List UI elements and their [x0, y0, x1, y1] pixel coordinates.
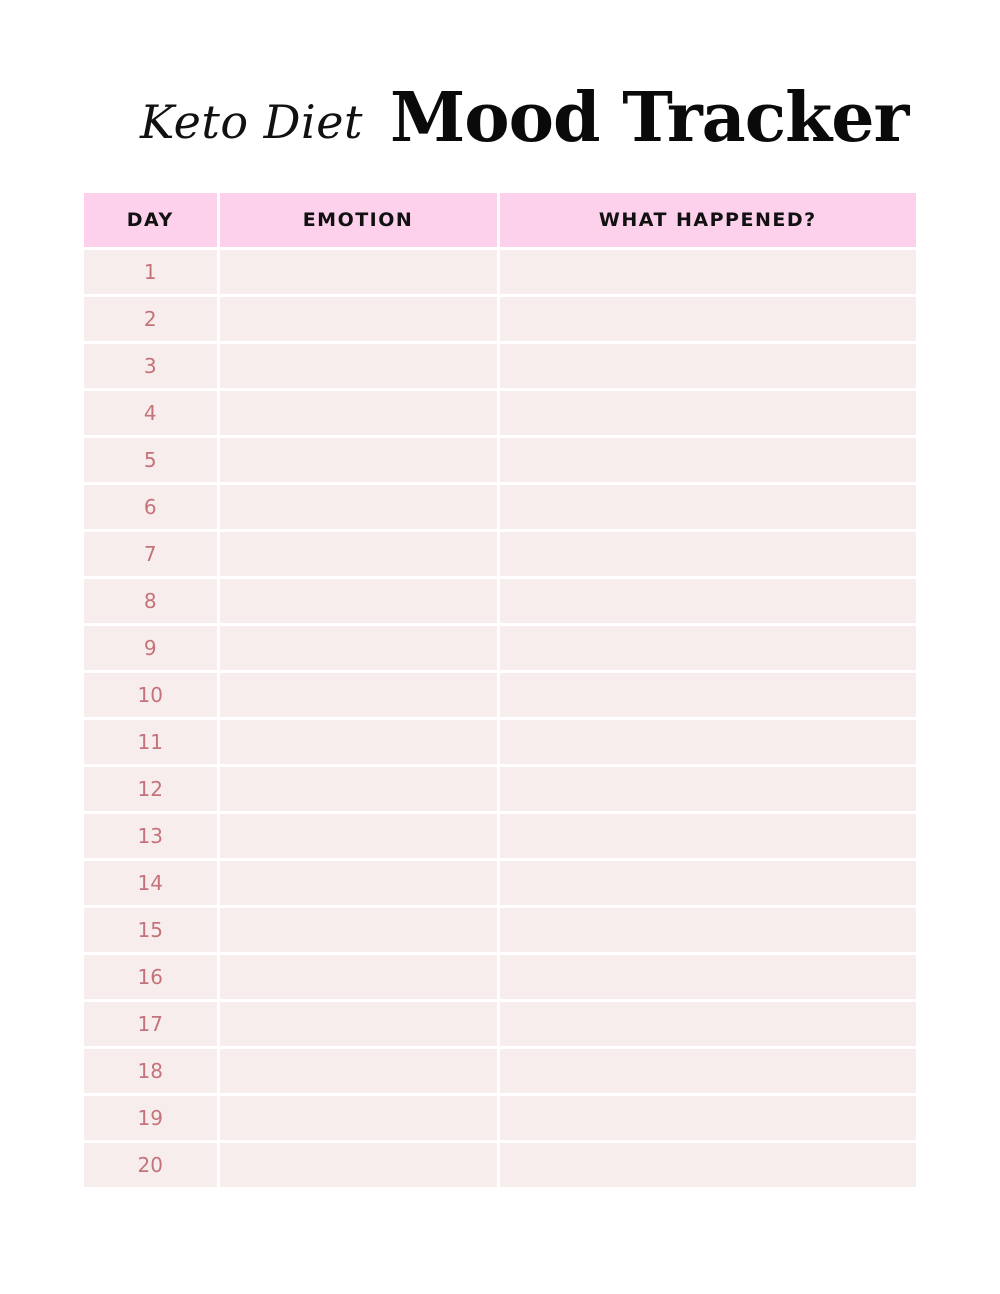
table-row [84, 954, 916, 1001]
table-row [84, 484, 916, 531]
header-day: DAY [84, 193, 218, 249]
what-happened-cell[interactable] [498, 343, 916, 390]
emotion-cell[interactable] [218, 484, 498, 531]
day-number: 12 [84, 766, 218, 813]
day-number: 11 [84, 719, 218, 766]
what-happened-cell[interactable] [498, 766, 916, 813]
what-happened-cell[interactable] [498, 672, 916, 719]
what-happened-cell[interactable] [498, 1095, 916, 1142]
table-row [84, 249, 916, 296]
emotion-cell[interactable] [218, 1001, 498, 1048]
table-row [84, 1048, 916, 1095]
mood-tracker-table [84, 193, 916, 1187]
day-number: 3 [84, 343, 218, 390]
emotion-cell[interactable] [218, 954, 498, 1001]
emotion-cell[interactable] [218, 249, 498, 296]
emotion-cell[interactable] [218, 578, 498, 625]
table-row [84, 437, 916, 484]
day-number: 10 [84, 672, 218, 719]
table-row [84, 813, 916, 860]
what-happened-cell[interactable] [498, 390, 916, 437]
table-row [84, 672, 916, 719]
table-row [84, 860, 916, 907]
what-happened-cell[interactable] [498, 249, 916, 296]
table-row [84, 907, 916, 954]
day-number: 18 [84, 1048, 218, 1095]
table-row [84, 296, 916, 343]
what-happened-cell[interactable] [498, 578, 916, 625]
day-number: 6 [84, 484, 218, 531]
emotion-cell[interactable] [218, 672, 498, 719]
table-row [84, 578, 916, 625]
what-happened-cell[interactable] [498, 625, 916, 672]
what-happened-cell[interactable] [498, 1142, 916, 1188]
table-row [84, 1095, 916, 1142]
day-number: 17 [84, 1001, 218, 1048]
day-number: 13 [84, 813, 218, 860]
emotion-cell[interactable] [218, 531, 498, 578]
table-row [84, 719, 916, 766]
emotion-cell[interactable] [218, 390, 498, 437]
emotion-cell[interactable] [218, 343, 498, 390]
day-number: 15 [84, 907, 218, 954]
table-row [84, 1001, 916, 1048]
day-number: 8 [84, 578, 218, 625]
title-script: Keto Diet [140, 95, 363, 149]
what-happened-cell[interactable] [498, 860, 916, 907]
emotion-cell[interactable] [218, 766, 498, 813]
header-row [84, 193, 916, 249]
day-number: 1 [84, 249, 218, 296]
emotion-cell[interactable] [218, 860, 498, 907]
what-happened-cell[interactable] [498, 484, 916, 531]
what-happened-cell[interactable] [498, 437, 916, 484]
table-row [84, 531, 916, 578]
emotion-cell[interactable] [218, 719, 498, 766]
emotion-cell[interactable] [218, 625, 498, 672]
table-row [84, 625, 916, 672]
table-row [84, 766, 916, 813]
emotion-cell[interactable] [218, 1095, 498, 1142]
day-number: 19 [84, 1095, 218, 1142]
emotion-cell[interactable] [218, 1142, 498, 1188]
what-happened-cell[interactable] [498, 719, 916, 766]
title-main: Mood Tracker [390, 78, 909, 158]
table-row [84, 390, 916, 437]
day-number: 16 [84, 954, 218, 1001]
day-number: 7 [84, 531, 218, 578]
day-number: 2 [84, 296, 218, 343]
header-emotion: EMOTION [218, 193, 498, 249]
day-number: 9 [84, 625, 218, 672]
day-number: 5 [84, 437, 218, 484]
what-happened-cell[interactable] [498, 296, 916, 343]
what-happened-cell[interactable] [498, 954, 916, 1001]
what-happened-cell[interactable] [498, 1048, 916, 1095]
page-title [0, 78, 1000, 158]
what-happened-cell[interactable] [498, 531, 916, 578]
emotion-cell[interactable] [218, 813, 498, 860]
day-number: 14 [84, 860, 218, 907]
emotion-cell[interactable] [218, 907, 498, 954]
what-happened-cell[interactable] [498, 907, 916, 954]
emotion-cell[interactable] [218, 1048, 498, 1095]
day-number: 4 [84, 390, 218, 437]
header-what-happened: WHAT HAPPENED? [498, 193, 916, 249]
day-number: 20 [84, 1142, 218, 1188]
what-happened-cell[interactable] [498, 813, 916, 860]
table-row [84, 1142, 916, 1188]
what-happened-cell[interactable] [498, 1001, 916, 1048]
table-row [84, 343, 916, 390]
emotion-cell[interactable] [218, 437, 498, 484]
emotion-cell[interactable] [218, 296, 498, 343]
